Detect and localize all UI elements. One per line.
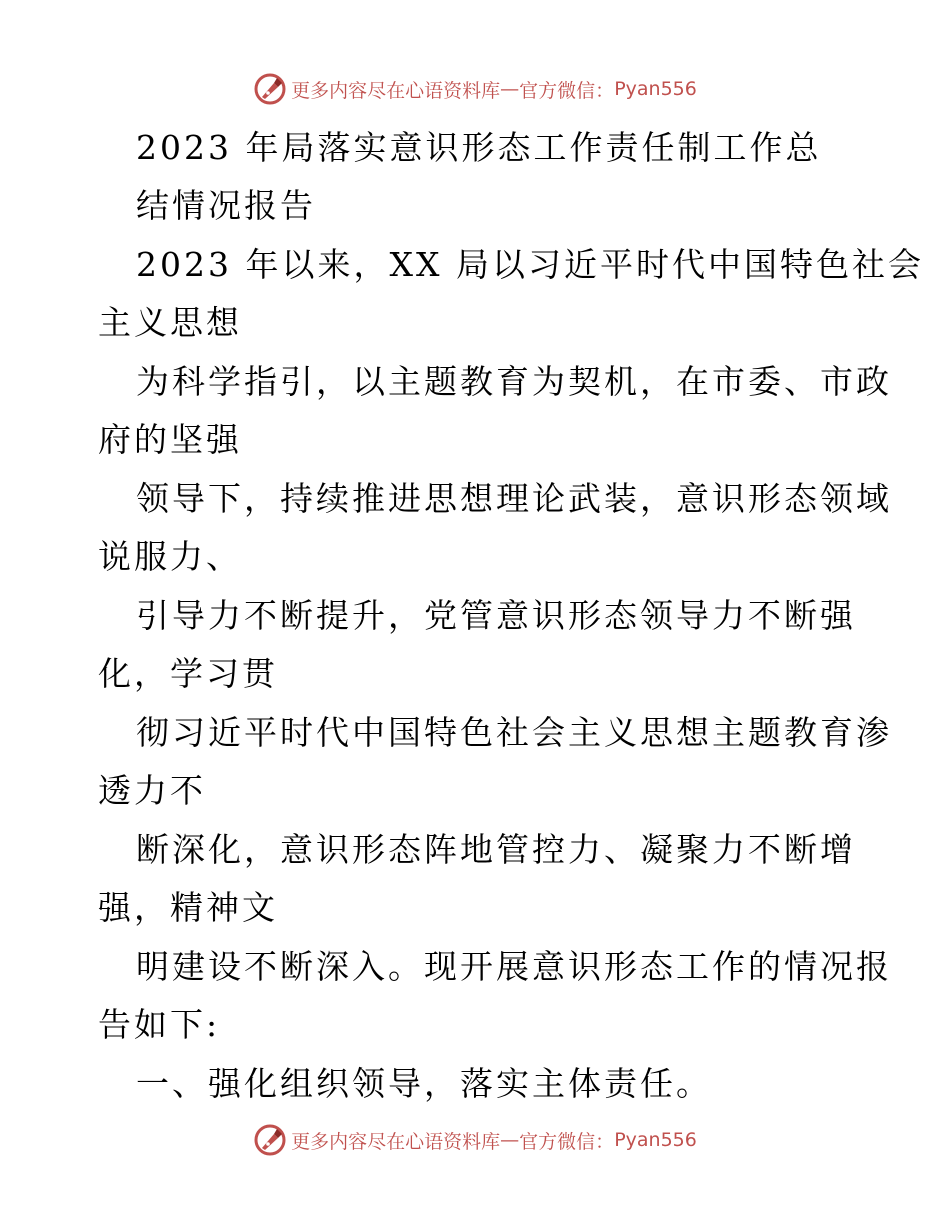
paragraph-line: 告如下: xyxy=(98,1005,221,1044)
paragraph-line: 主义思想 xyxy=(98,303,242,342)
pen-nib-circle-icon xyxy=(253,72,287,106)
paragraph-line: 府的坚强 xyxy=(98,420,242,459)
paragraph-line: 引导力不断提升，党管意识形态领导力不断强 xyxy=(136,596,856,635)
header-watermark xyxy=(0,69,950,109)
paragraph-line: 2023 年以来，XX 局以习近平时代中国特色社会 xyxy=(136,245,924,284)
paragraph-line: 强，精神文 xyxy=(98,888,278,927)
paragraph-line: 为科学指引，以主题教育为契机，在市委、市政 xyxy=(136,362,892,401)
paragraph-line: 明建设不断深入。现开展意识形态工作的情况报 xyxy=(136,947,892,986)
footer-watermark xyxy=(0,1120,950,1160)
paragraph-line: 说服力、 xyxy=(98,537,242,576)
section-heading: 一、强化组织领导，落实主体责任。 xyxy=(136,1064,712,1103)
watermark-separator: — xyxy=(500,78,520,100)
watermark-text: 更多内容尽在心语资料库 xyxy=(291,79,501,102)
pen-nib-circle-icon xyxy=(253,1123,287,1157)
paragraph-line: 彻习近平时代中国特色社会主义思想主题教育渗 xyxy=(136,713,892,752)
watermark-separator: — xyxy=(500,1129,520,1151)
watermark-contact-label: 官方微信： xyxy=(519,79,615,102)
title-line-2: 结情况报告 xyxy=(136,186,316,225)
watermark-wechat-id: Pyan556 xyxy=(614,1129,697,1151)
paragraph-line: 断深化，意识形态阵地管控力、凝聚力不断增 xyxy=(136,830,856,869)
paragraph-line: 领导下，持续推进思想理论武装，意识形态领域 xyxy=(136,479,892,518)
paragraph-line: 化，学习贯 xyxy=(98,654,278,693)
watermark-contact-label: 官方微信： xyxy=(519,1130,615,1153)
paragraph-line: 透力不 xyxy=(98,771,206,810)
watermark-text: 更多内容尽在心语资料库 xyxy=(291,1130,501,1153)
watermark-wechat-id: Pyan556 xyxy=(614,78,697,100)
title-line-1: 2023 年局落实意识形态工作责任制工作总 xyxy=(136,128,822,167)
